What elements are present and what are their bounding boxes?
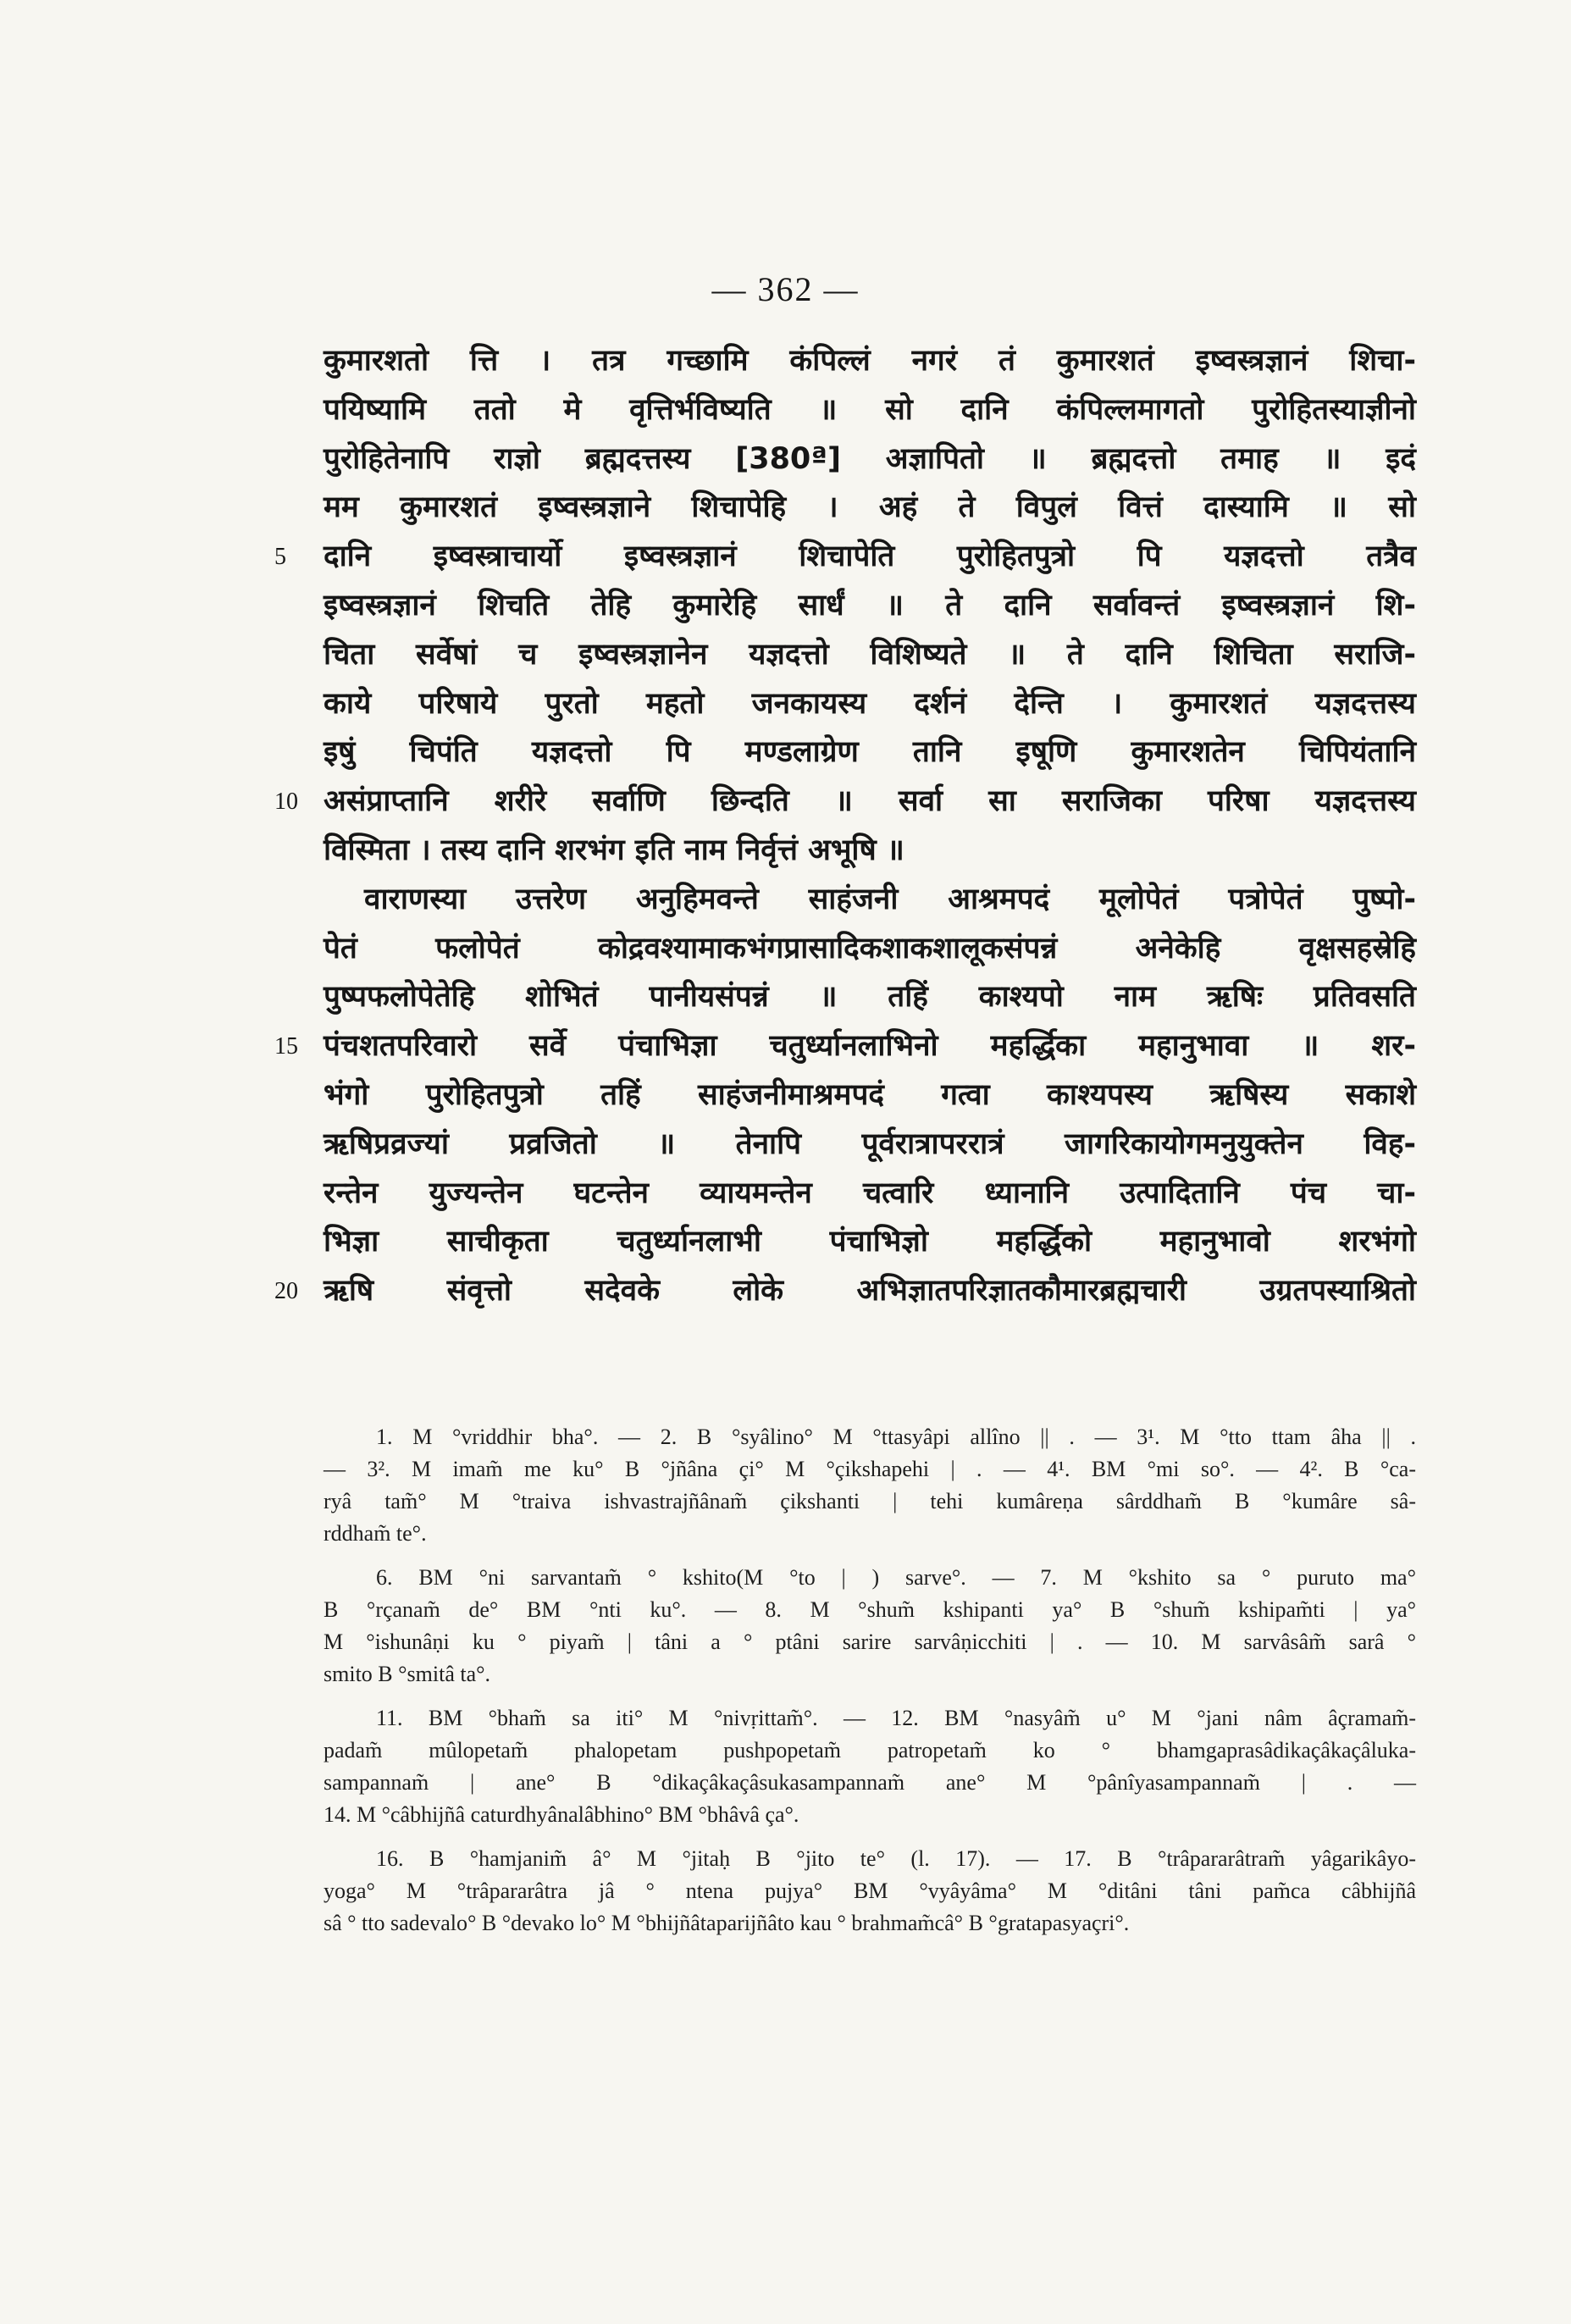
footnote-line: smito B °smitâ ta°. bbox=[324, 1662, 491, 1686]
line-text: ऋषि संवृत्तो सदेवके लोके अभिज्ञातपरिज्ञातकौमारब्रह्मचारी उग्रतपस्याश्रितो bbox=[324, 1274, 1416, 1309]
line-text: भिज्ञा साचीकृता चतुर्ध्यानलाभी पंचाभिज्ञो महर्द्धिको महानुभावो शरभंगो bbox=[324, 1225, 1416, 1259]
text-line bbox=[324, 728, 1416, 777]
footnote-line: M °ishunâṇi ku ° piyam̃ | tâni a ° ptâni sarire sarvâṇicchiti | . — 10. M sarvâsâm̃ sarâ ° bbox=[324, 1630, 1416, 1654]
line-text: पयिष्यामि ततो मे वृत्तिर्भविष्यति ॥ सो दानि कंपिल्लमागतो पुरोहितस्याज्ञीनो bbox=[324, 392, 1416, 427]
line-text: विस्मिता । तस्य दानि शरभंग इति नाम निर्वृत्तं अभूषि ॥ bbox=[324, 833, 904, 867]
footnote-line: 14. M °câbhijñâ caturdhyânalâbhino° BM °bhâvâ ça°. bbox=[324, 1802, 799, 1827]
footnote-line: ryâ tam̃° M °traiva ishvastrajñânam̃ çikshanti | tehi kumâreṇa sârddham̃ B °kumâre sâ- bbox=[324, 1489, 1416, 1513]
footnote-line: yoga° M °trâpararâtra jâ ° ntena pujya° BM °vyâyâma° M °ditâni tâni pam̃ca câbhijñâ bbox=[324, 1879, 1416, 1903]
line-text: इष्वस्त्रज्ञानं शिचति तेहि कुमारेहि सार्धं ॥ ते दानि सर्वावन्तं इष्वस्त्रज्ञानं शि- bbox=[324, 588, 1416, 622]
text-line bbox=[324, 337, 1416, 386]
line-number: 5 bbox=[274, 544, 286, 571]
line-text: दानि इष्वस्त्राचार्यो इष्वस्त्रज्ञानं शिचापेति पुरोहितपुत्रो पि यज्ञदत्तो तत्रैव bbox=[324, 540, 1416, 574]
text-line bbox=[324, 631, 1416, 680]
footnote-line: 1. M °vriddhir bha°. — 2. B °syâlino° M °ttasyâpi allîno || . — 3¹. M °tto ttam âha || . bbox=[376, 1425, 1416, 1449]
line-number: 20 bbox=[274, 1278, 298, 1305]
text-line bbox=[324, 1218, 1416, 1267]
page-number: — 362 — bbox=[711, 270, 860, 308]
text-line bbox=[324, 386, 1416, 435]
line-text: इषुं चिपंति यज्ञदत्तो पि मण्डलाग्रेण तानि इषूणि कुमारशतेन चिपियंतानि bbox=[324, 735, 1416, 770]
footnote-line: sâ ° tto sadevalo° B °devako lo° M °bhijñâtaparijñâto kau ° brahmam̃câ° B °gratapasyaçri°. bbox=[324, 1911, 1130, 1935]
footnote-line: 6. BM °ni sarvantam̃ ° kshito(M °to | ) sarve°. — 7. M °kshito sa ° puruto ma° bbox=[376, 1565, 1416, 1590]
line-text: ऋषिप्रव्रज्यां प्रव्रजितो ॥ तेनापि पूर्वरात्रापररात्रं जागरिकायोगमनुयुक्तेन विह- bbox=[324, 1126, 1416, 1161]
text-line bbox=[324, 1071, 1416, 1120]
footnote-line: — 3². M imam̃ me ku° B °jñâna çi° M °çikshapehi | . — 4¹. BM °mi so°. — 4². B °ca- bbox=[324, 1457, 1416, 1481]
text-line bbox=[324, 484, 1416, 533]
text-line bbox=[274, 1267, 1416, 1316]
line-text: पुरोहितेनापि राज्ञो ब्रह्मदत्तस्य [380ª] अज्ञापितो ॥ ब्रह्मदत्तो तमाह ॥ इदं bbox=[324, 441, 1416, 476]
text-line bbox=[324, 435, 1416, 484]
line-text: असंप्राप्तानि शरीरे सर्वाणि छिन्दति ॥ सर्वा सा सराजिका परिषा यज्ञदत्तस्य bbox=[324, 784, 1416, 819]
line-text: भंगो पुरोहितपुत्रो तहिं साहंजनीमाश्रमपदं गत्वा काश्यपस्य ऋषिस्य सकाशे bbox=[324, 1077, 1416, 1112]
footnote-line: 16. B °hamjanim̃ â° M °jitaḥ B °jito te° (l. 17). — 17. B °trâpararâtram̃ yâgarikâyo- bbox=[376, 1846, 1416, 1871]
footnotes bbox=[324, 1421, 1416, 1951]
line-text: पेतं फलोपेतं कोद्रवश्यामाकभंगप्रासादिकशाकशालूकसंपन्नं अनेकेहि वृक्षसहस्रेहि bbox=[324, 931, 1416, 966]
text-line bbox=[324, 680, 1416, 729]
footnote-line: padam̃ mûlopetam̃ phalopetam pushpopetam̃ patropetam̃ ko ° bhamgaprasâdikaçâkaçâluka- bbox=[324, 1738, 1416, 1762]
footnote-paragraph bbox=[324, 1702, 1416, 1831]
line-number: 15 bbox=[274, 1033, 298, 1060]
text-line bbox=[324, 876, 1416, 925]
footnote-paragraph bbox=[324, 1421, 1416, 1550]
line-number: 10 bbox=[274, 788, 298, 816]
line-text: पंचशतपरिवारो सर्वे पंचाभिज्ञा चतुर्ध्यानलाभिनो महर्द्धिका महानुभावा ॥ शर- bbox=[324, 1029, 1416, 1064]
line-text: कुमारशतो त्ति । तत्र गच्छामि कंपिल्लं नगरं तं कुमारशतं इष्वस्त्रज्ञानं शिचा- bbox=[324, 344, 1416, 378]
footnote-paragraph bbox=[324, 1843, 1416, 1939]
text-line bbox=[274, 533, 1416, 582]
footnote-paragraph bbox=[324, 1562, 1416, 1690]
line-text: मम कुमारशतं इष्वस्त्रज्ञाने शिचापेहि । अहं ते विपुलं वित्तं दास्यामि ॥ सो bbox=[324, 490, 1416, 525]
text-line bbox=[324, 827, 1416, 876]
text-line bbox=[324, 973, 1416, 1022]
line-text: रन्तेन युज्यन्तेन घटन्तेन व्यायमन्तेन चत्वारि ध्यानानि उत्पादितानि पंच चा- bbox=[324, 1176, 1416, 1210]
line-text: काये परिषाये पुरतो महतो जनकायस्य दर्शनं देन्ति । कुमारशतं यज्ञदत्तस्य bbox=[324, 686, 1416, 721]
main-text bbox=[274, 337, 1416, 1316]
text-line bbox=[324, 1170, 1416, 1219]
line-text: चिता सर्वेषां च इष्वस्त्रज्ञानेन यज्ञदत्तो विशिष्यते ॥ ते दानि शिचिता सराजि- bbox=[324, 637, 1416, 672]
line-text: वाराणस्या उत्तरेण अनुहिमवन्ते साहंजनी आश्रमपदं मूलोपेतं पत्रोपेतं पुष्पो- bbox=[364, 882, 1416, 916]
text-line bbox=[274, 1022, 1416, 1071]
footnote-line: B °rçanam̃ de° BM °nti ku°. — 8. M °shum̃ kshipanti ya° B °shum̃ kshipam̃ti | ya° bbox=[324, 1597, 1416, 1622]
footnote-line: 11. BM °bham̃ sa iti° M °nivṛittam̃°. — 12. BM °nasyâm̃ u° M °jani nâm âçramam̃- bbox=[376, 1706, 1416, 1730]
text-line bbox=[324, 925, 1416, 974]
footnote-line: rddham̃ te°. bbox=[324, 1521, 427, 1546]
footnote-line: sampannam̃ | ane° B °dikaçâkaçâsukasampannam̃ ane° M °pânîyasampannam̃ | . — bbox=[324, 1770, 1416, 1795]
text-line bbox=[324, 582, 1416, 631]
line-text: पुष्पफलोपेतेहि शोभितं पानीयसंपन्नं ॥ तहिं काश्यपो नाम ऋषिः प्रतिवसति bbox=[324, 980, 1416, 1015]
text-line bbox=[324, 1120, 1416, 1170]
text-line bbox=[274, 777, 1416, 827]
